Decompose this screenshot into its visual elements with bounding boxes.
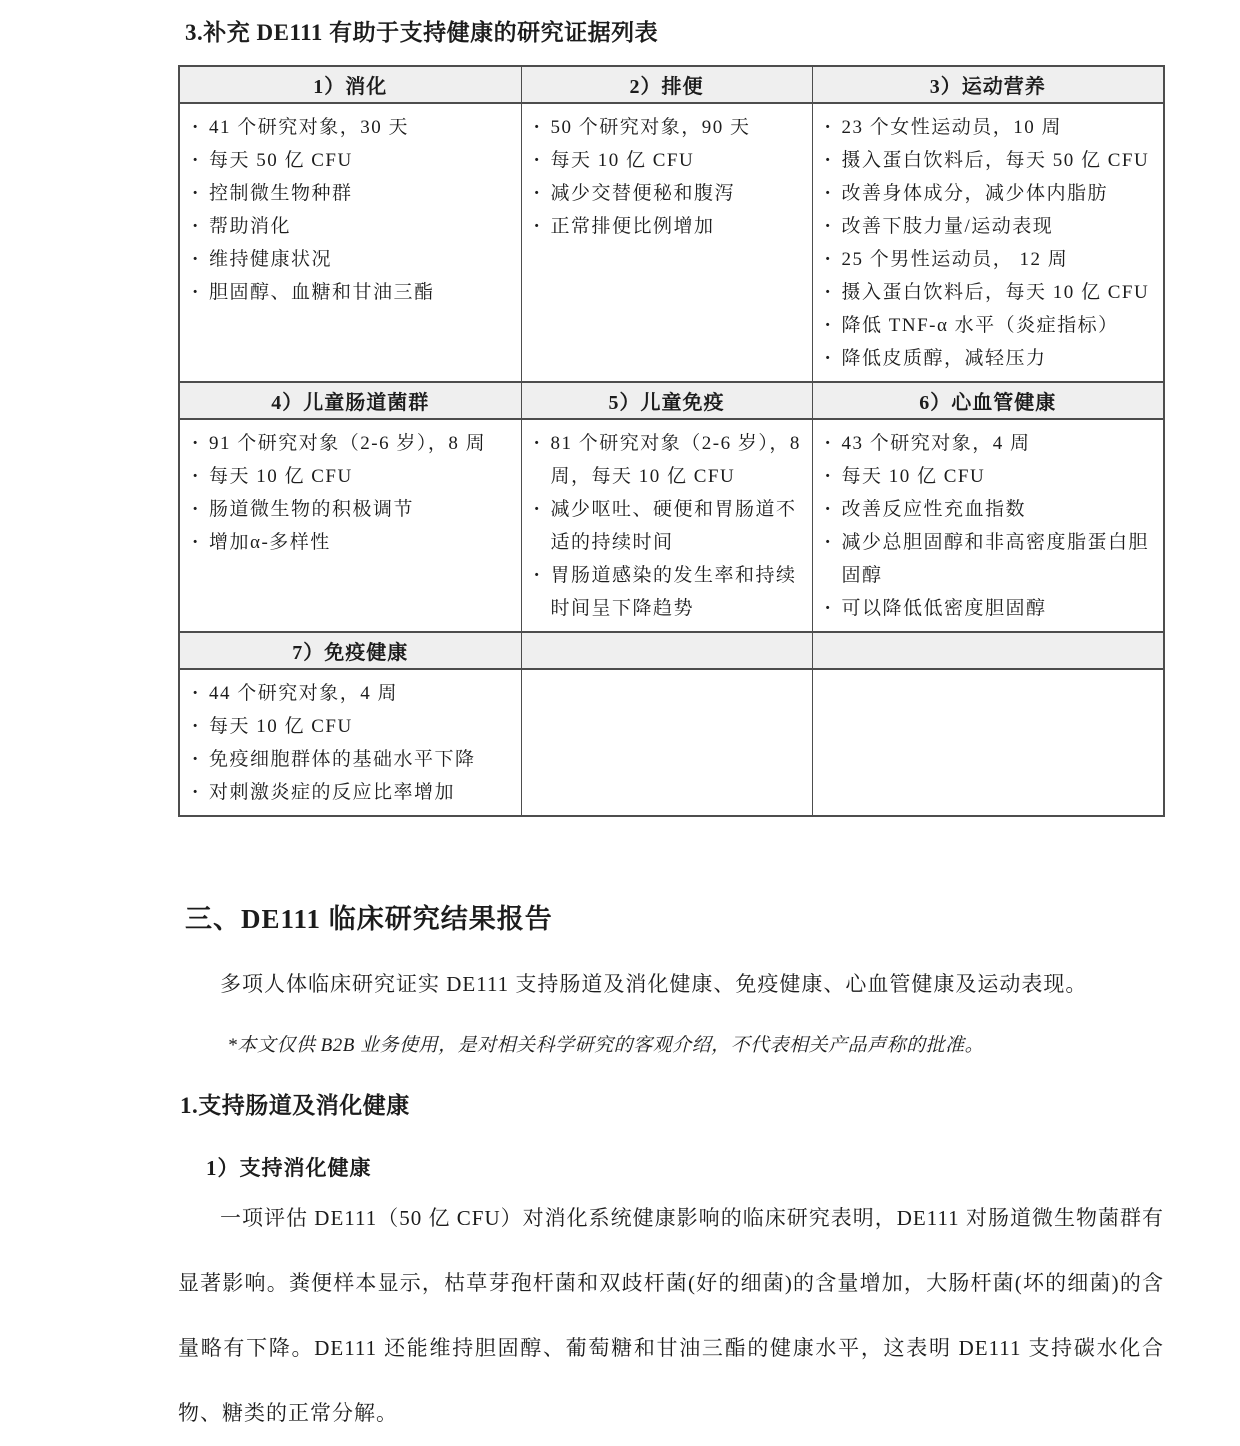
section-heading: 三、DE111 临床研究结果报告 [185, 904, 553, 934]
table-content-cell [521, 669, 812, 816]
table-header-cell: 6）心血管健康 [812, 382, 1164, 419]
bullet-item: · 可以降低低密度胆固醇 [821, 592, 1156, 625]
bullet-item: · 免疫细胞群体的基础水平下降 [188, 743, 513, 776]
bullet-item: · 43 个研究对象，4 周 [821, 427, 1156, 460]
table-content-cell [812, 419, 1164, 632]
table-content-cell [179, 103, 521, 382]
bullet-item: · 改善下肢力量/运动表现 [821, 210, 1156, 243]
bullet-item: · 减少交替便秘和腹泻 [530, 177, 804, 210]
table-content-cell [179, 419, 521, 632]
bullet-item: · 减少呕吐、硬便和胃肠道不适的持续时间 [530, 493, 804, 559]
subsubsection-heading: 1）支持消化健康 [206, 1156, 372, 1180]
bullet-item: · 正常排便比例增加 [530, 210, 804, 243]
bullet-item: · 每天 10 亿 CFU [188, 710, 513, 743]
table-header-cell: 5）儿童免疫 [521, 382, 812, 419]
bullet-item: · 改善反应性充血指数 [821, 493, 1156, 526]
bullet-item: · 降低 TNF-α 水平（炎症指标） [821, 309, 1156, 342]
bullet-item: · 维持健康状况 [188, 243, 513, 276]
intro-paragraph: 多项人体临床研究证实 DE111 支持肠道及消化健康、免疫健康、心血管健康及运动表现。 [220, 972, 1088, 996]
table-content-cell [812, 103, 1164, 382]
bullet-item: · 50 个研究对象，90 天 [530, 111, 804, 144]
bullet-item: · 对刺激炎症的反应比率增加 [188, 776, 513, 809]
bullet-item: · 降低皮质醇，减轻压力 [821, 342, 1156, 375]
bullet-item: · 增加α-多样性 [188, 526, 513, 559]
table-header-cell [812, 632, 1164, 669]
table-title: 3.补充 DE111 有助于支持健康的研究证据列表 [185, 20, 659, 45]
bullet-item: · 控制微生物种群 [188, 177, 513, 210]
disclaimer-note: *本文仅供 B2B 业务使用，是对相关科学研究的客观介绍，不代表相关产品声称的批准。 [227, 1035, 985, 1056]
table-header-cell: 7）免疫健康 [179, 632, 521, 669]
bullet-item: · 81 个研究对象（2-6 岁），8 周，每天 10 亿 CFU [530, 427, 804, 493]
table-header-cell: 2）排便 [521, 66, 812, 103]
bullet-item: · 25 个男性运动员， 12 周 [821, 243, 1156, 276]
table-header-cell: 3）运动营养 [812, 66, 1164, 103]
bullet-item: · 帮助消化 [188, 210, 513, 243]
bullet-item: · 减少总胆固醇和非高密度脂蛋白胆固醇 [821, 526, 1156, 592]
table-header-cell: 4）儿童肠道菌群 [179, 382, 521, 419]
table-content-cell [179, 669, 521, 816]
bullet-item: · 41 个研究对象，30 天 [188, 111, 513, 144]
bullet-item: · 胆固醇、血糖和甘油三酯 [188, 276, 513, 309]
subsection-heading: 1.支持肠道及消化健康 [180, 1093, 410, 1118]
bullet-item: · 每天 10 亿 CFU [188, 460, 513, 493]
bullet-item: · 23 个女性运动员，10 周 [821, 111, 1156, 144]
bullet-item: · 每天 50 亿 CFU [188, 144, 513, 177]
bullet-item: · 每天 10 亿 CFU [821, 460, 1156, 493]
table-header-cell: 1）消化 [179, 66, 521, 103]
bullet-item: · 每天 10 亿 CFU [530, 144, 804, 177]
table-content-cell [521, 419, 812, 632]
table-content-cell [812, 669, 1164, 816]
bullet-item: · 44 个研究对象，4 周 [188, 677, 513, 710]
table-content-cell [521, 103, 812, 382]
bullet-item: · 肠道微生物的积极调节 [188, 493, 513, 526]
bullet-item: · 胃肠道感染的发生率和持续时间呈下降趋势 [530, 559, 804, 625]
bullet-item: · 改善身体成分，减少体内脂肪 [821, 177, 1156, 210]
body-paragraph: 一项评估 DE111（50 亿 CFU）对消化系统健康影响的临床研究表明，DE111 对肠道微生物菌群有显著影响。粪便样本显示，枯草芽孢杆菌和双歧杆菌(好的细菌)的含量增加，大肠杆菌(坏的细菌)的含量略有下降。DE111 还能维持胆固醇、葡萄糖和甘油三酯的健康水平，这表明 DE111 支持碳水化合物、糖类的正常分解。 [178, 1206, 1164, 1425]
bullet-item: · 摄入蛋白饮料后，每天 10 亿 CFU [821, 276, 1156, 309]
bullet-item: · 摄入蛋白饮料后，每天 50 亿 CFU [821, 144, 1156, 177]
evidence-table [178, 65, 1165, 817]
bullet-item: · 91 个研究对象（2-6 岁），8 周 [188, 427, 513, 460]
table-header-cell [521, 632, 812, 669]
